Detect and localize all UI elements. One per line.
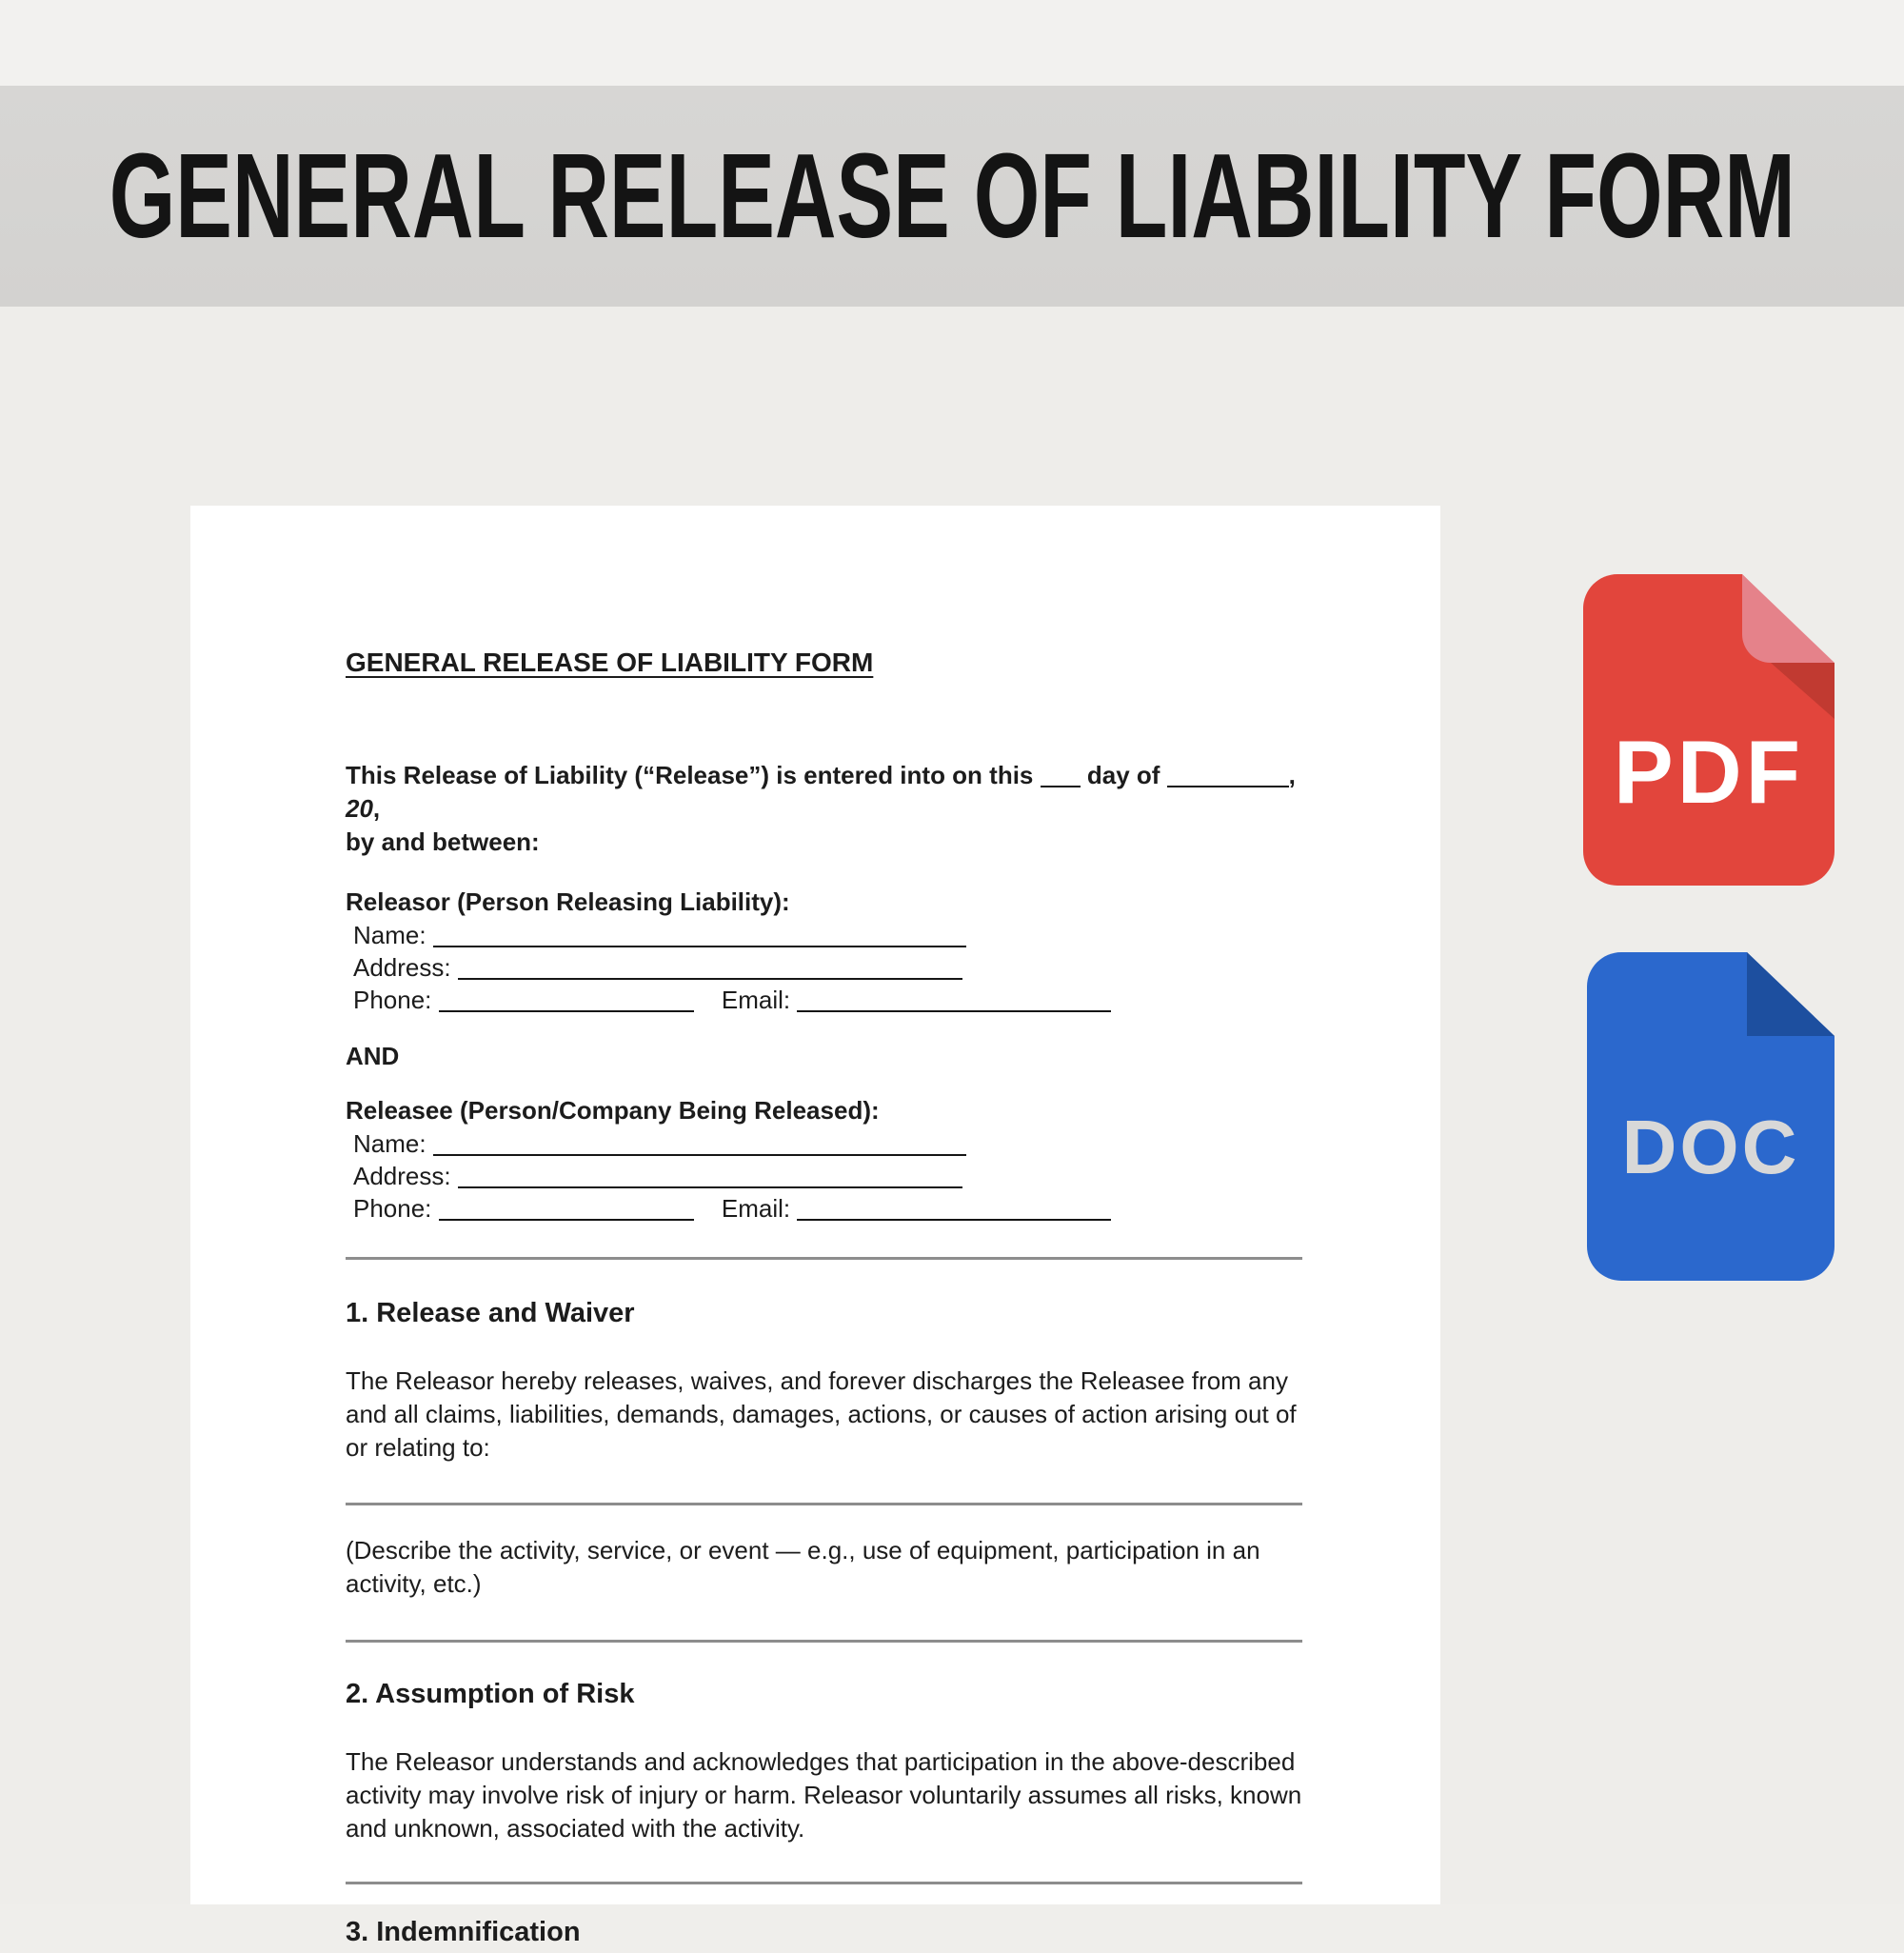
address-label: Address: [353, 1162, 451, 1190]
phone-label: Phone: [353, 986, 432, 1014]
doc-label: DOC [1621, 1105, 1800, 1189]
releasee-phone-row [353, 1192, 1302, 1225]
phone-blank-line [439, 999, 694, 1012]
intro-suffix: , [372, 794, 381, 823]
fill-in-line [346, 1503, 1302, 1505]
document-page [190, 506, 1440, 1947]
section-2-heading: 2. Assumption of Risk [346, 1679, 635, 1709]
section-divider [346, 1257, 1302, 1260]
intro-year: 20 [346, 794, 373, 823]
releasor-name-row [353, 919, 1302, 951]
pdf-folded-corner [1742, 574, 1835, 663]
section-1-body: The Releasor hereby releases, waives, and forever discharges the Releasee from any and all claims, liabilities, demands, damages, actions, or causes of action arising out of or relating to: [346, 1366, 1297, 1462]
releasee-name-row [353, 1127, 1302, 1160]
fill-in-line [346, 1640, 1302, 1643]
phone-blank-line [439, 1207, 694, 1221]
email-label: Email: [721, 986, 791, 1014]
email-label: Email: [721, 1194, 791, 1223]
fill-in-line [346, 1882, 1302, 1884]
month-blank-line [1167, 774, 1289, 787]
section-1-heading: 1. Release and Waiver [346, 1298, 635, 1328]
section-2-body: The Releasor understands and acknowledges that participation in the above-described activity may involve risk of injury or harm. Releasor voluntarily assumes all risks, known and unknown, associated with the activity. [346, 1747, 1302, 1843]
doc-file-icon [1587, 952, 1835, 1281]
top-margin-strip [0, 0, 1904, 86]
releasee-address-row [353, 1160, 1302, 1192]
name-blank-line [433, 1143, 966, 1156]
pdf-label: PDF [1614, 722, 1804, 822]
name-blank-line [433, 934, 966, 947]
doc-folded-corner [1747, 952, 1835, 1036]
intro-text-2: day of [1086, 761, 1160, 789]
document-heading: GENERAL RELEASE OF LIABILITY FORM [346, 648, 874, 677]
intro-text-1: This Release of Liability (“Release”) is entered into on this [346, 761, 1034, 789]
name-label: Name: [353, 1129, 426, 1158]
releasor-fields [346, 919, 1302, 1016]
day-blank-line [1041, 774, 1081, 787]
phone-label: Phone: [353, 1194, 432, 1223]
section-1-note: (Describe the activity, service, or event — e.g., use of equipment, participation in an activity, etc.) [346, 1536, 1260, 1598]
email-blank-line [797, 999, 1111, 1012]
pdf-file-icon [1583, 574, 1835, 886]
releasor-phone-row [353, 984, 1302, 1016]
banner-title: GENERAL RELEASE OF LIABILITY FORM [109, 129, 1795, 263]
releasor-address-row [353, 951, 1302, 984]
name-label: Name: [353, 921, 426, 949]
section-3-heading: 3. Indemnification [346, 1917, 581, 1947]
email-blank-line [797, 1207, 1111, 1221]
intro-comma: , [1288, 761, 1296, 789]
address-blank-line [458, 1175, 962, 1188]
releasor-label: Releasor (Person Releasing Liability): [346, 887, 790, 916]
releasee-label: Releasee (Person/Company Being Released): [346, 1096, 880, 1125]
releasee-fields [346, 1127, 1302, 1225]
intro-line2: by and between: [346, 827, 540, 856]
address-blank-line [458, 967, 962, 980]
intro-paragraph [346, 759, 1302, 859]
address-label: Address: [353, 953, 451, 982]
title-banner [0, 86, 1904, 307]
and-connector: AND [346, 1042, 400, 1070]
